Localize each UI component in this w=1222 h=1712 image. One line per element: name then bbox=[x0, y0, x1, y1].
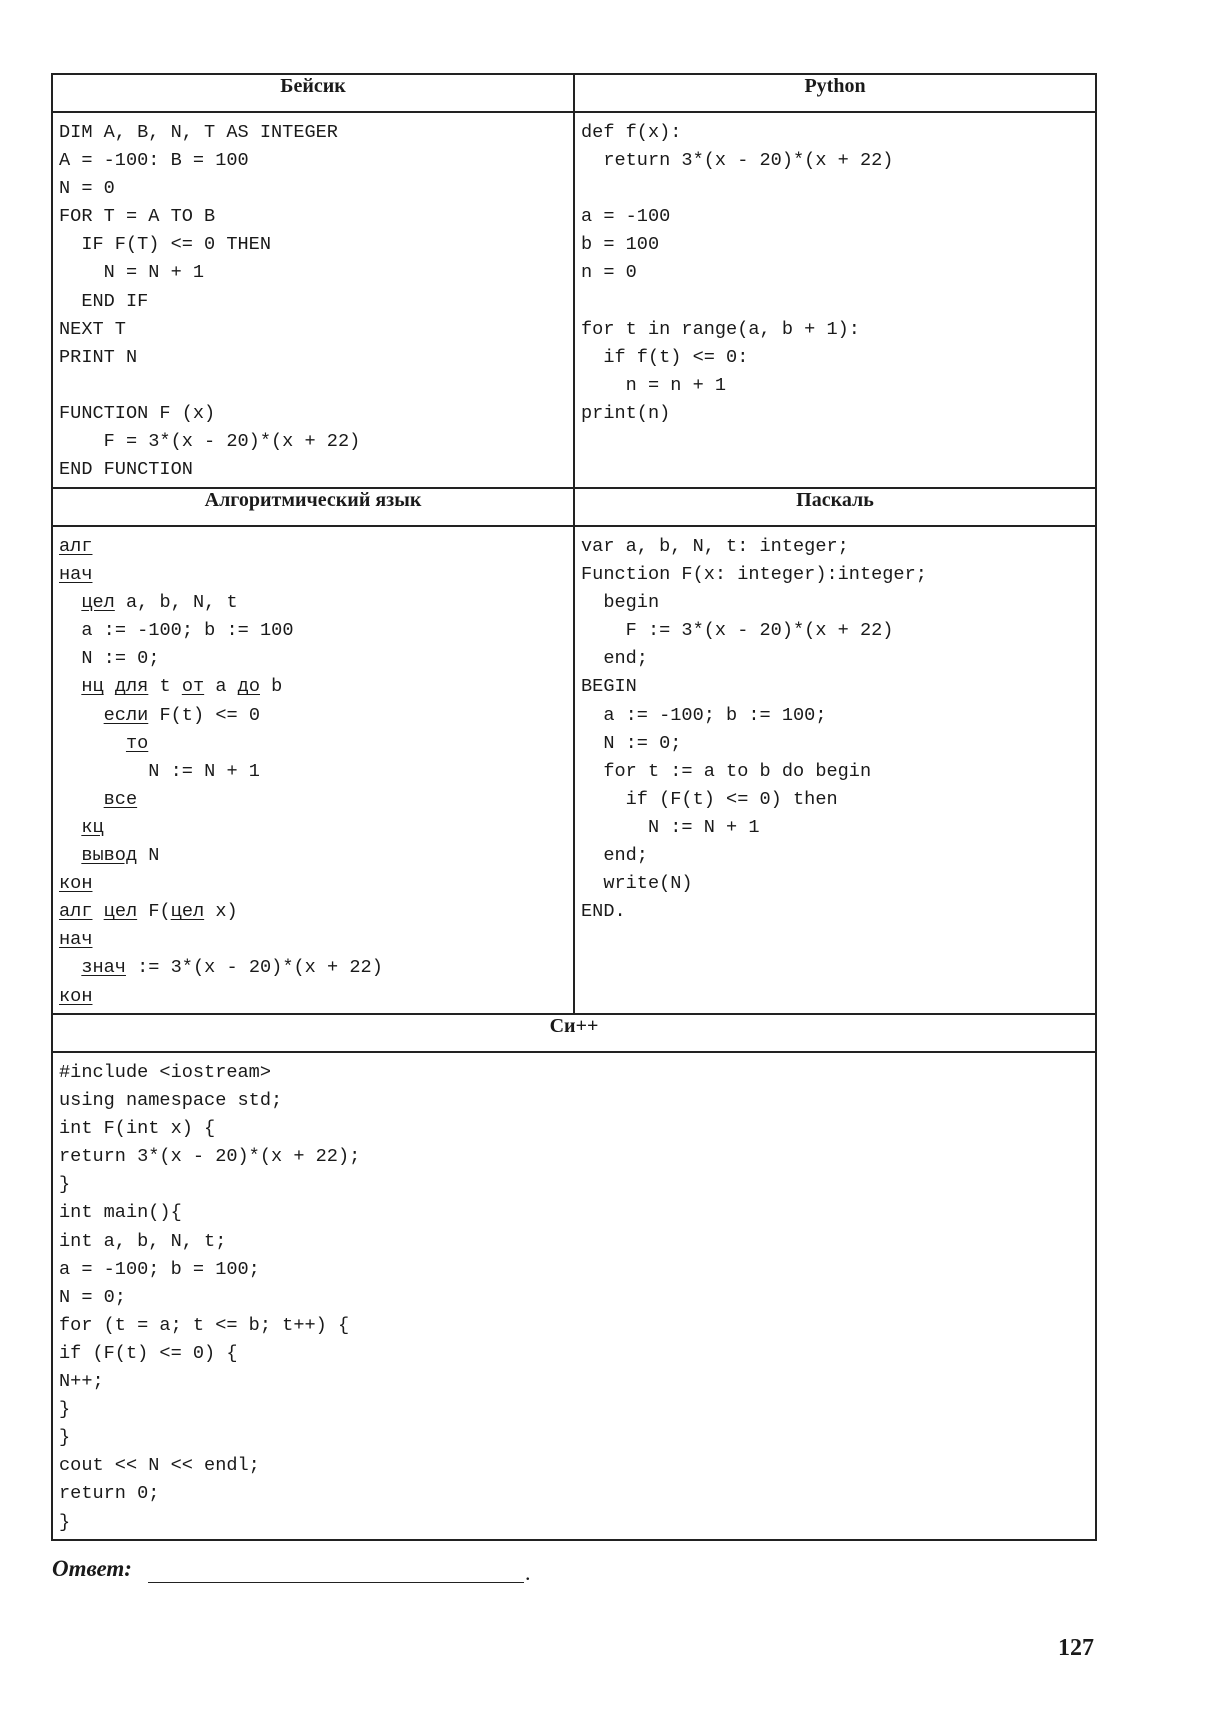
code-line: IF F(T) <= 0 THEN bbox=[59, 234, 272, 256]
code-line: если F(t) <= 0 bbox=[103, 704, 260, 726]
code-line: N++; bbox=[59, 1371, 104, 1393]
code-line: write(N) bbox=[581, 873, 693, 895]
code-listings-table bbox=[51, 73, 1097, 1541]
basic-header: Бейсик bbox=[52, 74, 574, 112]
code-line: #include <iostream> bbox=[59, 1062, 272, 1083]
code-line: A = -100: B = 100 bbox=[59, 150, 249, 172]
code-line: N = 0 bbox=[59, 178, 115, 200]
code-line: cout << N << endl; bbox=[59, 1455, 260, 1477]
code-line: FOR T = A TO B bbox=[59, 206, 216, 228]
code-line: F := 3*(x - 20)*(x + 22) bbox=[581, 620, 894, 642]
page-number: 127 bbox=[1058, 1635, 1094, 1661]
code-line: n = 0 bbox=[581, 262, 637, 284]
code-line: END. bbox=[581, 901, 626, 923]
code-line: def f(x): bbox=[581, 122, 682, 143]
code-line: n = n + 1 bbox=[581, 374, 727, 396]
answer-input-line[interactable] bbox=[148, 1582, 524, 1583]
code-line: цел a, b, N, t bbox=[81, 592, 238, 614]
algo-header: Алгоритмический язык bbox=[52, 488, 574, 526]
code-line: N := 0; bbox=[81, 648, 160, 670]
code-line: Function F(x: integer):integer; bbox=[581, 564, 927, 586]
cpp-header: Си++ bbox=[52, 1014, 1096, 1052]
code-line: for t := a to b do begin bbox=[581, 760, 872, 782]
code-line: if f(t) <= 0: bbox=[581, 346, 749, 368]
code-line: PRINT N bbox=[59, 346, 138, 368]
code-line: все bbox=[103, 788, 138, 810]
code-line bbox=[59, 372, 567, 400]
code-line: знач := 3*(x - 20)*(x + 22) bbox=[81, 957, 383, 979]
algo-code-cell bbox=[52, 526, 574, 1014]
code-line: алг bbox=[59, 536, 93, 557]
python-header: Python bbox=[574, 74, 1096, 112]
cpp-code bbox=[53, 1053, 1095, 1539]
code-line: a = -100; b = 100; bbox=[59, 1258, 260, 1280]
code-line: a := -100; b := 100; bbox=[581, 704, 827, 726]
basic-code-cell bbox=[52, 112, 574, 488]
code-line: int main(){ bbox=[59, 1202, 182, 1224]
code-line: N := N + 1 bbox=[148, 760, 260, 782]
code-line: end; bbox=[581, 648, 648, 670]
code-line: нач bbox=[59, 564, 93, 586]
code-line: } bbox=[59, 1427, 71, 1449]
code-line: } bbox=[59, 1174, 71, 1196]
pascal-header: Паскаль bbox=[574, 488, 1096, 526]
code-line: BEGIN bbox=[581, 676, 637, 698]
pascal-code bbox=[575, 527, 1095, 928]
code-line: return 3*(x - 20)*(x + 22); bbox=[59, 1146, 361, 1168]
code-line: if (F(t) <= 0) { bbox=[59, 1342, 238, 1364]
code-line: for (t = a; t <= b; t++) { bbox=[59, 1314, 350, 1336]
python-code bbox=[575, 113, 1095, 430]
code-line: int F(int x) { bbox=[59, 1118, 216, 1140]
code-line: FUNCTION F (x) bbox=[59, 402, 216, 424]
code-line: END IF bbox=[59, 290, 149, 312]
code-line: F = 3*(x - 20)*(x + 22) bbox=[59, 431, 361, 453]
code-line: то bbox=[125, 732, 149, 754]
code-line: using namespace std; bbox=[59, 1090, 283, 1112]
basic-code bbox=[53, 113, 573, 486]
code-line: return 3*(x - 20)*(x + 22) bbox=[581, 150, 894, 172]
cpp-code-cell bbox=[52, 1052, 1096, 1540]
code-line bbox=[581, 175, 1089, 203]
pascal-code-cell bbox=[574, 526, 1096, 1014]
code-line: N = 0; bbox=[59, 1286, 126, 1308]
code-line: нач bbox=[59, 929, 93, 951]
code-line: алг цел F(цел x) bbox=[59, 901, 238, 923]
answer-end-dot: . bbox=[525, 1560, 531, 1585]
code-line: кон bbox=[59, 985, 93, 1007]
code-line: } bbox=[59, 1399, 71, 1421]
code-line: a = -100 bbox=[581, 206, 671, 228]
code-line: кон bbox=[59, 873, 93, 895]
code-line: END FUNCTION bbox=[59, 459, 193, 481]
code-line: return 0; bbox=[59, 1483, 160, 1505]
code-line: end; bbox=[581, 845, 648, 867]
python-code-cell bbox=[574, 112, 1096, 488]
answer-label: Ответ: bbox=[52, 1556, 132, 1581]
code-line: DIM A, B, N, T AS INTEGER bbox=[59, 122, 338, 143]
code-line: вывод N bbox=[81, 845, 160, 867]
code-line: N := N + 1 bbox=[581, 816, 760, 838]
code-line: var a, b, N, t: integer; bbox=[581, 536, 849, 557]
algo-code bbox=[53, 527, 573, 1013]
code-line: for t in range(a, b + 1): bbox=[581, 318, 860, 340]
code-line: кц bbox=[81, 816, 104, 838]
code-line: int a, b, N, t; bbox=[59, 1230, 227, 1252]
code-line: print(n) bbox=[581, 402, 671, 424]
code-line: b = 100 bbox=[581, 234, 660, 256]
code-line: NEXT T bbox=[59, 318, 126, 340]
code-line: a := -100; b := 100 bbox=[81, 620, 294, 642]
code-line: begin bbox=[581, 592, 660, 614]
code-line: } bbox=[59, 1511, 71, 1533]
code-line: if (F(t) <= 0) then bbox=[581, 788, 838, 810]
code-line: нц для t от a до b bbox=[81, 676, 283, 698]
code-line: N = N + 1 bbox=[59, 262, 205, 284]
code-line: N := 0; bbox=[581, 732, 682, 754]
code-line bbox=[581, 288, 1089, 316]
